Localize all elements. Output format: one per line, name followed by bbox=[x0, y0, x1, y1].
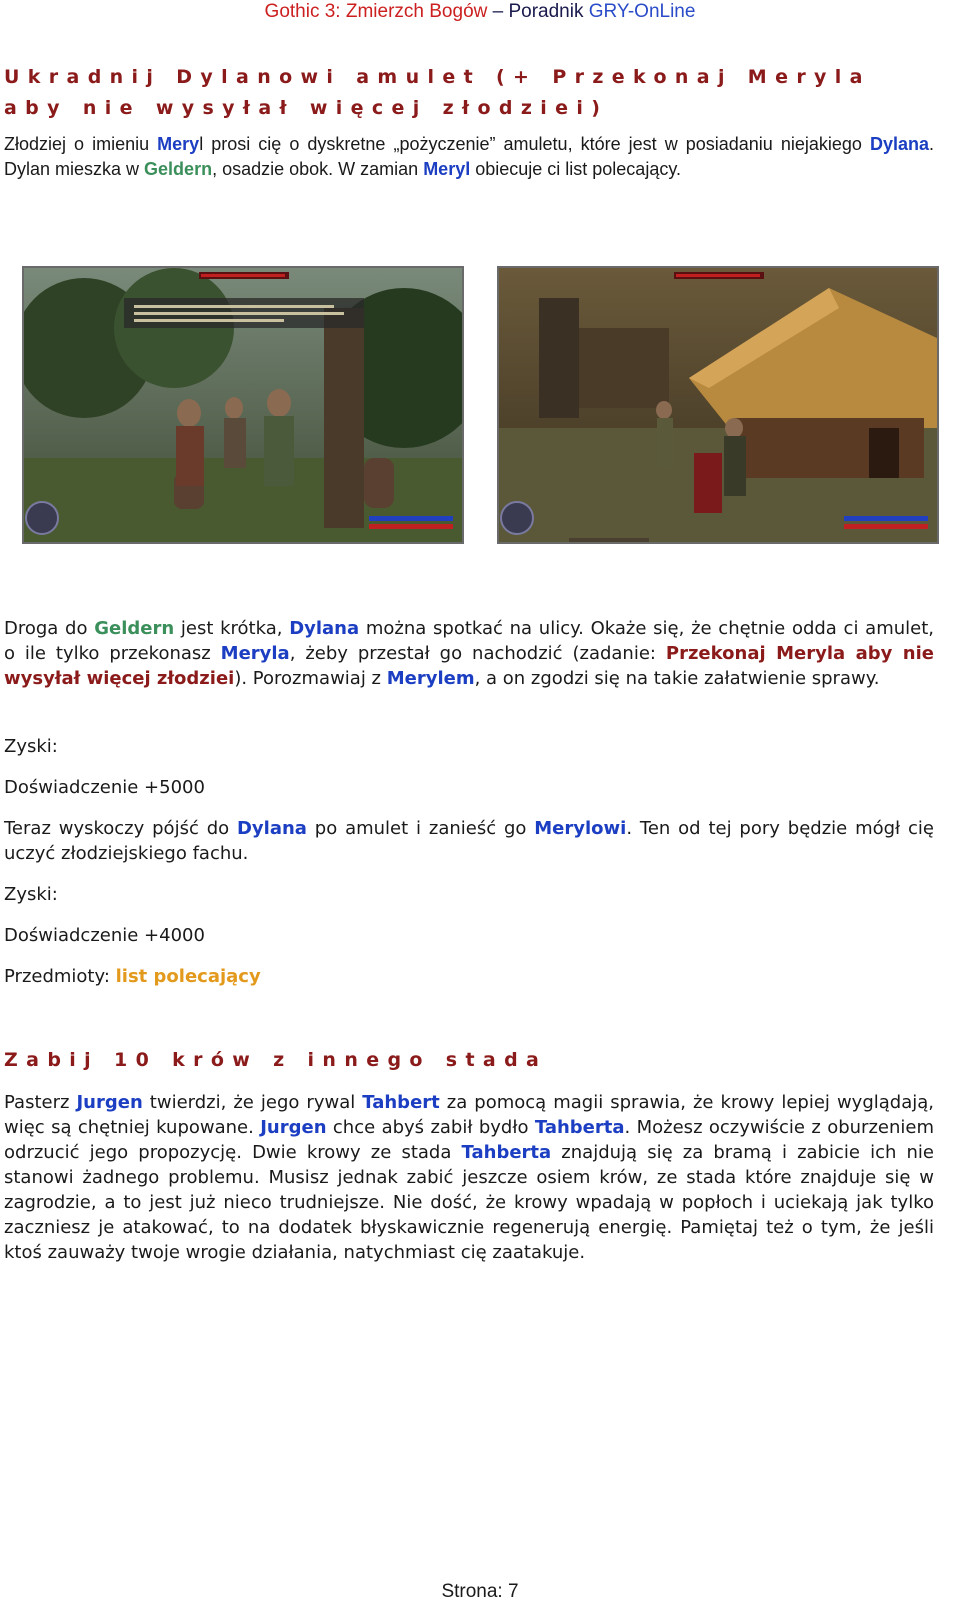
quest1-intro: Złodziej o imieniu Meryl prosi cię o dyskretne „pożyczenie” amuletu, które jest w posiadaniu niejakiego Dylana. Dylan mieszka w Geldern, osadzie obok. W zamian Meryl obiecuje ci list polecający. bbox=[4, 134, 934, 179]
npc-meryl: Meryla bbox=[220, 643, 290, 664]
npc-jurgen: Jurgen bbox=[260, 1117, 327, 1138]
place-geldern: Geldern bbox=[144, 159, 213, 179]
npc-jurgen: Jurgen bbox=[76, 1092, 143, 1113]
npc-tahbert: Tahberta bbox=[461, 1142, 552, 1163]
npc-meryl: Mery bbox=[157, 134, 200, 154]
header-dash: – bbox=[487, 1, 509, 22]
quest1-title: Ukradnij Dylanowi amulet (+ Przekonaj Meryla aby nie wysyłał więcej złodziei) bbox=[4, 66, 871, 119]
page-number: Strona: 7 bbox=[441, 1581, 519, 1602]
screenshot-forest-dialogue bbox=[22, 266, 464, 544]
npc-dylan: Dylana bbox=[869, 134, 929, 154]
experience-reward-2: Doświadczenie +4000 bbox=[4, 925, 205, 946]
gains-label-2: Zyski: bbox=[4, 884, 58, 905]
npc-tahbert: Tahberta bbox=[534, 1117, 625, 1138]
header-site: GRY-OnLine bbox=[588, 1, 696, 22]
npc-meryl: Merylem bbox=[386, 668, 475, 689]
quest1-body: Droga do Geldern jest krótka, Dylana można spotkać na ulicy. Okaże się, że chętnie odda ci amulet, o ile tylko przekonasz Meryla, żeby przestał go nachodzić (zadanie: Przekonaj Meryla aby nie wysyłał więcej złodziei). Porozmawiaj z Merylem, a on zgodzi się na takie załatwienie sprawy. bbox=[4, 618, 934, 689]
screenshot-village-hut bbox=[497, 266, 939, 544]
experience-reward-1: Doświadczenie +5000 bbox=[4, 777, 205, 798]
page-header bbox=[0, 0, 960, 24]
npc-dylan: Dylana bbox=[236, 818, 307, 839]
header-game-title: Gothic 3: Zmierzch Bogów bbox=[264, 1, 488, 22]
items-label: Przedmioty: bbox=[4, 966, 116, 987]
place-geldern: Geldern bbox=[94, 618, 175, 639]
npc-dylan: Dylana bbox=[289, 618, 360, 639]
quest2-body: Pasterz Jurgen twierdzi, że jego rywal Tahbert za pomocą magii sprawia, że krowy lepiej wyglądają, więc są chętniej kupowane. Jurgen chce abyś zabił bydło Tahberta. Możesz oczywiście z oburzeniem odrzucić jego propozycję. Dwie krowy ze stada Tahberta znajdują się za bramą i zabicie ich nie stanowi żadnego problemu. Musisz jednak zabić jeszcze osiem krów, ze stada które znajduje się w zagrodzie, a to jest już nieco trudniejsze. Nie dość, że krowy wpadają w popłoch i uciekają jak tylko zaczniesz je atakować, to na dodatek błyskawicznie regenerują energię. Pamiętaj też o tym, że jeśli ktoś zauważy twoje wrogie działania, natychmiast cię zaatakuje. bbox=[4, 1092, 935, 1263]
quest2-title: Zabij 10 krów z innego stada bbox=[4, 1049, 548, 1071]
task-name: Przekonaj Meryla aby nie wysyłał więcej złodziei bbox=[4, 643, 934, 689]
items-reward bbox=[4, 964, 934, 989]
npc-meryl: Merylowi bbox=[534, 818, 627, 839]
header-guide: Poradnik bbox=[508, 1, 589, 22]
gains-label-1: Zyski: bbox=[4, 736, 58, 757]
npc-tahbert: Tahbert bbox=[362, 1092, 440, 1113]
quest1-body-2: Teraz wyskoczy pójść do Dylana po amulet i zanieść go Merylowi. Ten od tej pory będzie mógł cię uczyć złodziejskiego fachu. bbox=[4, 818, 934, 864]
item-recommendation-letter: list polecający bbox=[115, 966, 261, 987]
npc-meryl: Meryl bbox=[423, 159, 471, 179]
